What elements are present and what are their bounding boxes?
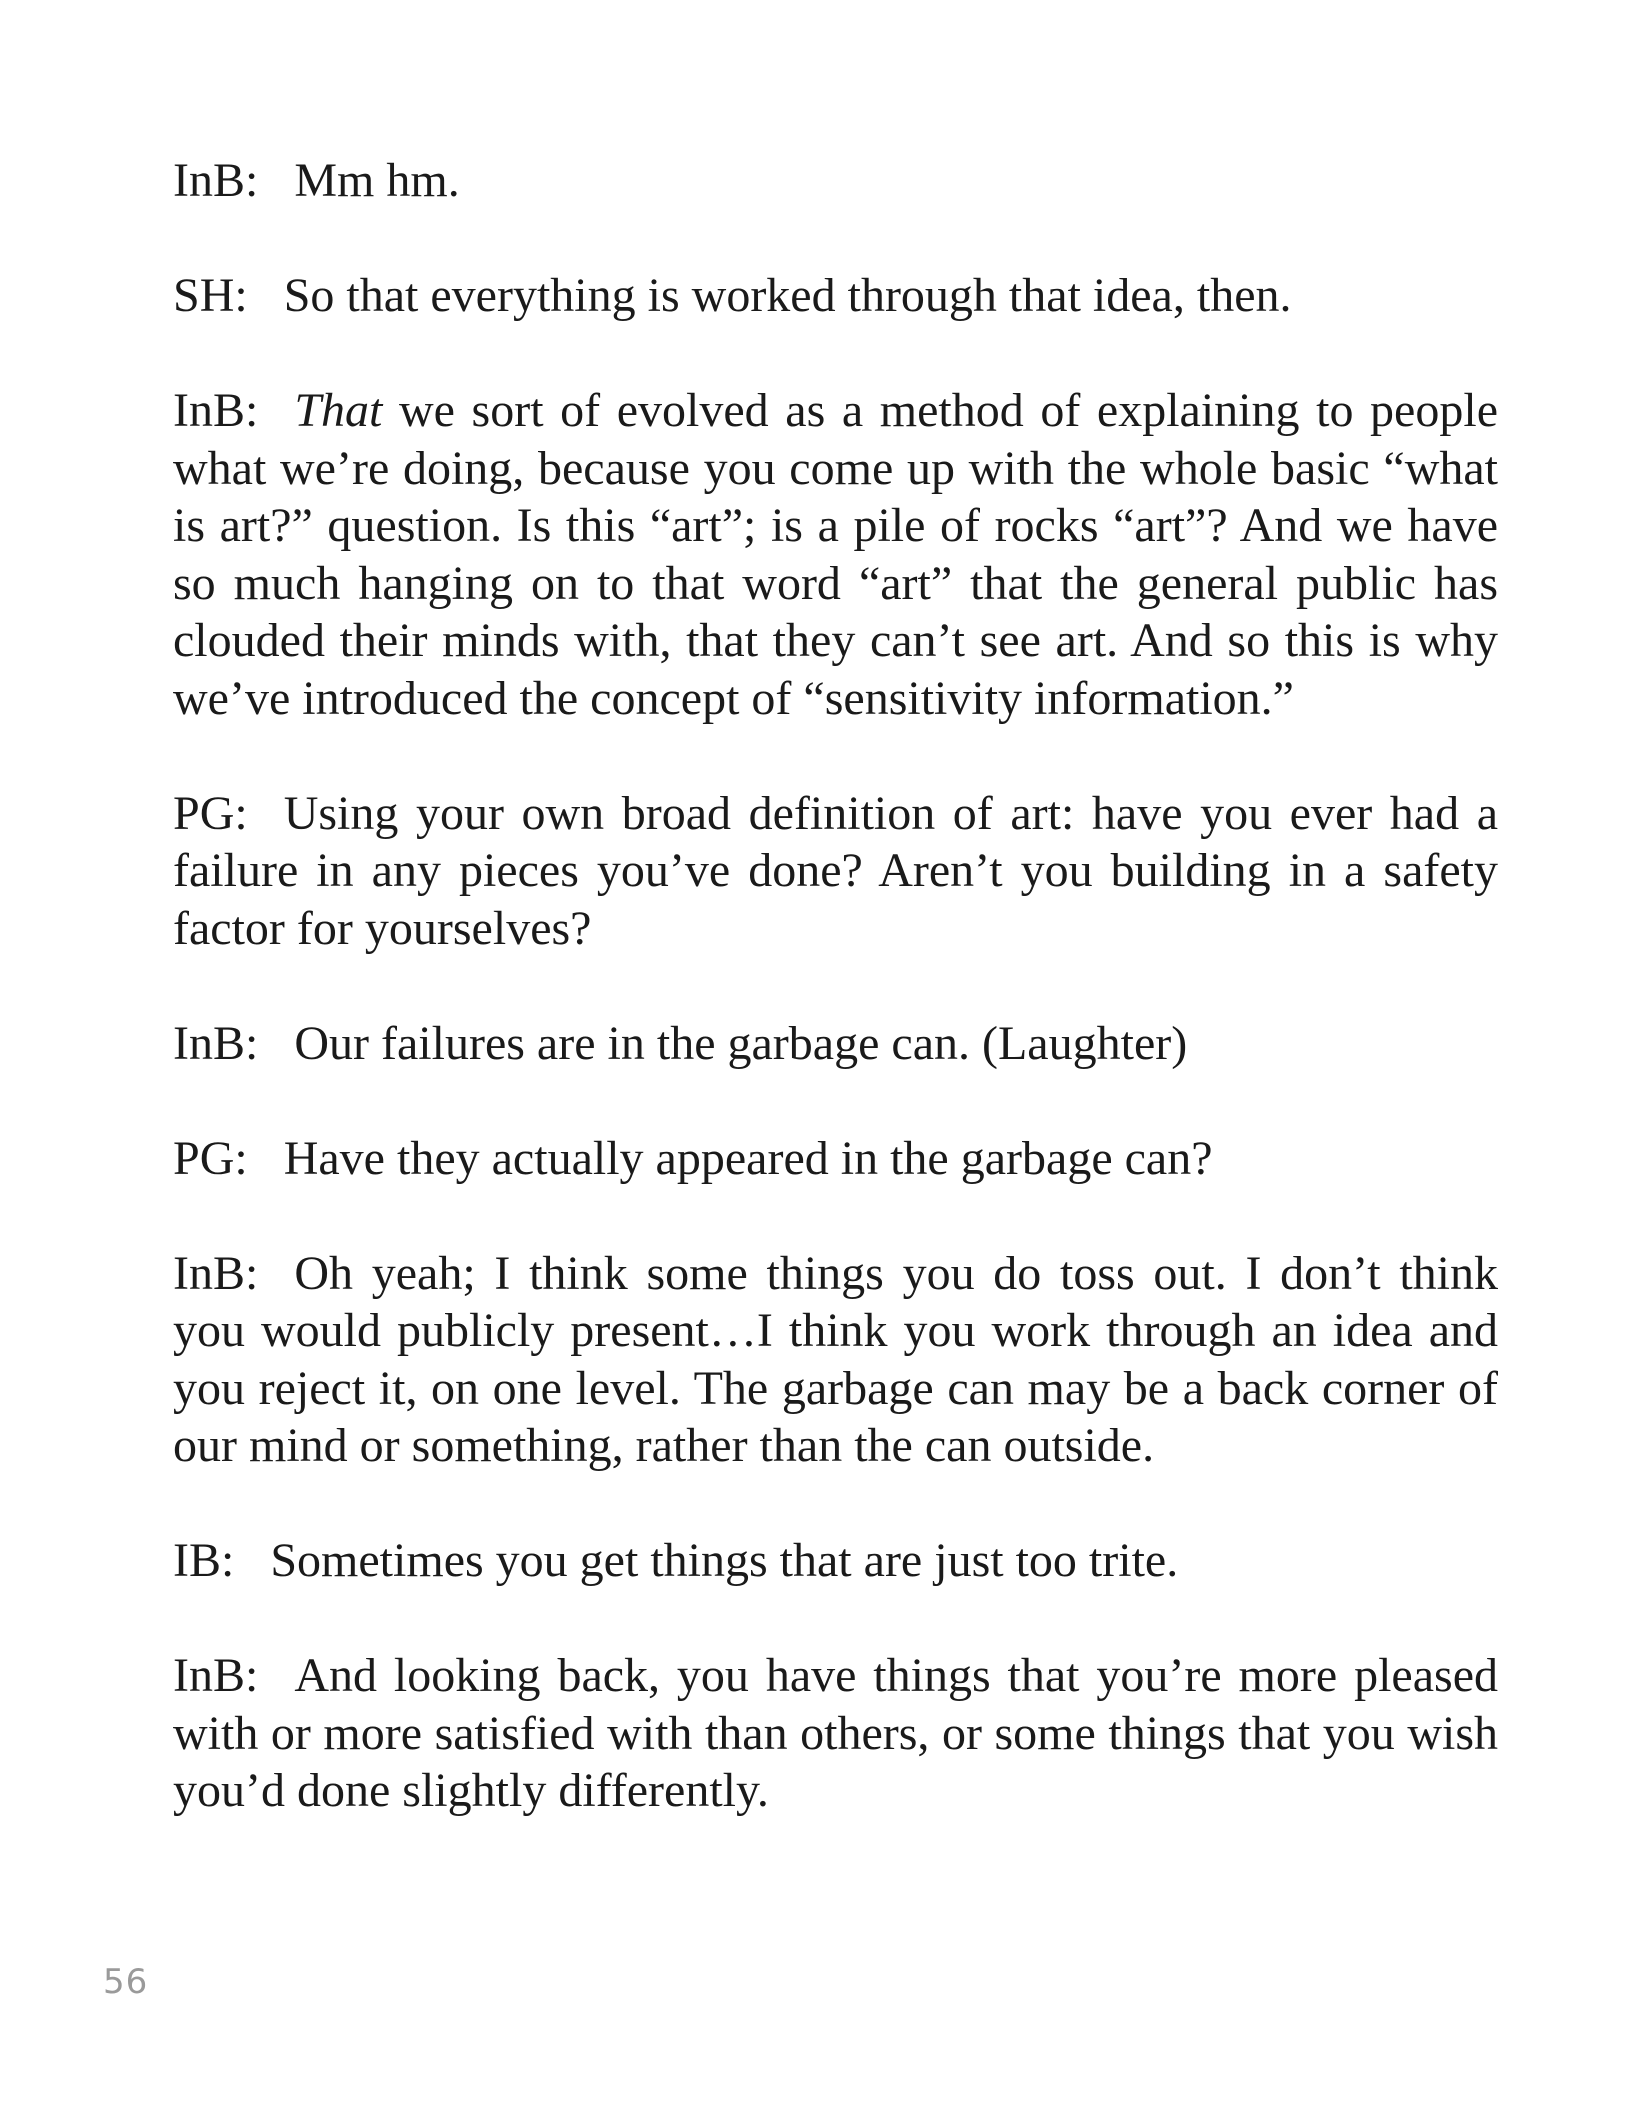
transcript-exchange [173, 1015, 1498, 1073]
speaker-label: IB: [173, 1534, 235, 1587]
speech-segment: Oh yeah; I think some things you do toss out. I don’t think you would publicly present…I think you work through an idea and you reject it, on one level. The garbage can may be a back corner of our mind or something, rather than the can outside. [173, 1246, 1498, 1472]
speech-segment: And looking back, you have things that you’re more pleased with or more satisfied with than others, or some things that you wish you’d done slightly differently. [173, 1649, 1498, 1817]
speech-segment: Have they actually appeared in the garbage can? [283, 1131, 1213, 1185]
speech-segment: Our failures are in the garbage can. (Laughter) [294, 1016, 1188, 1070]
speech-text [270, 1534, 1178, 1587]
speech-text [284, 269, 1292, 322]
speech-segment: Using your own broad definition of art: have you ever had a failure in any pieces you’ve done? Aren’t you building in a safety factor for yourselves? [173, 786, 1498, 955]
speech-text [173, 1247, 1498, 1473]
emphasized-text: That [294, 384, 383, 437]
page-number: 56 [103, 1962, 149, 2002]
speaker-label: PG: [173, 786, 248, 840]
speaker-label: InB: [173, 154, 259, 207]
transcript-exchange [173, 785, 1498, 958]
transcript-exchange [173, 152, 1498, 210]
speech-segment: Mm hm. [294, 154, 460, 207]
transcript-exchange [173, 1647, 1498, 1820]
speech-text [294, 1017, 1187, 1070]
speaker-label: PG: [173, 1131, 248, 1185]
speech-text [173, 1649, 1498, 1817]
transcript-exchange [173, 1532, 1498, 1590]
speech-text [173, 384, 1498, 725]
speech-text [294, 154, 459, 207]
speaker-label: InB: [173, 1246, 259, 1300]
transcript-exchange [173, 1245, 1498, 1475]
speaker-label: InB: [173, 384, 259, 437]
transcript-exchange [173, 267, 1498, 325]
speech-text [173, 787, 1498, 955]
transcript-exchange [173, 382, 1498, 727]
speaker-label: InB: [173, 1649, 259, 1702]
transcript-body [173, 152, 1498, 1877]
speaker-label: InB: [173, 1016, 259, 1070]
transcript-exchange [173, 1130, 1498, 1188]
speech-text [284, 1132, 1213, 1185]
speech-segment: Sometimes you get things that are just too trite. [270, 1534, 1179, 1587]
speech-segment: So that everything is worked through that idea, then. [283, 269, 1292, 322]
speaker-label: SH: [173, 269, 248, 322]
speech-segment: we sort of evolved as a method of explaining to people what we’re doing, because you come up with the whole basic “what is art?” question. Is this “art”; is a pile of rocks “art”? And we have so much hanging on to that word “art” that the general public has clouded their minds with, that they can’t see art. And so this is why we’ve introduced the concept of “sensitivity information.” [173, 384, 1498, 725]
